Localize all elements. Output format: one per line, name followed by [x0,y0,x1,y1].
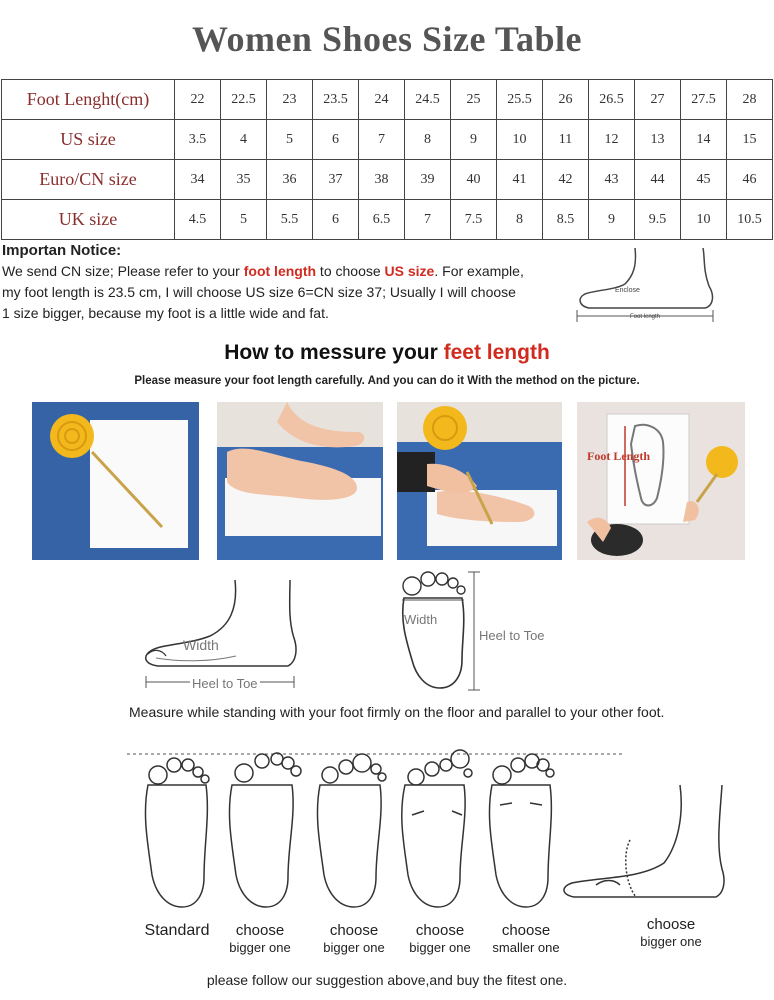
size-row [2,80,773,120]
fit-label-6: choose bigger one [640,916,702,949]
width-label-top: Width [404,612,438,627]
size-row-header: UK size [2,200,175,240]
size-cell: 39 [405,160,451,200]
size-cell: 10 [497,120,543,160]
size-row [2,160,773,200]
notice-line-1: We send CN size; Please refer to your foot length to choose US size. For example, [2,263,524,279]
size-cell: 27 [635,80,681,120]
size-cell: 12 [589,120,635,160]
size-cell: 4 [221,120,267,160]
size-cell: 22.5 [221,80,267,120]
size-cell: 3.5 [175,120,221,160]
size-cell: 8 [497,200,543,240]
size-cell: 7.5 [451,200,497,240]
size-cell: 24.5 [405,80,451,120]
size-cell: 6 [313,200,359,240]
size-cell: 5.5 [267,200,313,240]
notice-block [2,240,577,324]
size-cell: 34 [175,160,221,200]
size-cell: 15 [727,120,773,160]
size-cell: 4.5 [175,200,221,240]
size-cell: 10 [681,200,727,240]
size-cell: 8.5 [543,200,589,240]
notice-line-2: my foot length is 23.5 cm, I will choose US size 6=CN size 37; Usually I will choose [2,284,516,300]
foot-length-diagram [575,246,720,326]
size-cell: 6.5 [359,200,405,240]
photo-foot-on-paper [217,402,383,560]
photo-foot-length-paper [577,402,745,560]
size-cell: 42 [543,160,589,200]
size-row [2,120,773,160]
size-row-header: Foot Lenght(cm) [2,80,175,120]
fit-label-1: Standard [144,922,210,939]
fit-label-4: choose bigger one [409,922,471,955]
size-cell: 25.5 [497,80,543,120]
fit-label-5: choose smaller one [492,922,560,955]
size-cell: 11 [543,120,589,160]
footer-note: please follow our suggestion above,and buy the fitest one. [206,972,568,988]
size-cell: 9 [589,200,635,240]
size-cell: 7 [405,200,451,240]
size-row-header: Euro/CN size [2,160,175,200]
size-cell: 28 [727,80,773,120]
notice-title: Importan Notice: [2,242,122,259]
foot-length-photo-label: Foot Length [587,449,650,463]
size-cell: 25 [451,80,497,120]
photo-paper-pen [32,402,199,560]
size-cell: 8 [405,120,451,160]
size-cell: 41 [497,160,543,200]
size-cell: 10.5 [727,200,773,240]
size-cell: 9.5 [635,200,681,240]
notice-line-3: 1 size bigger, because my foot is a little wide and fat. [2,305,329,321]
size-cell: 26 [543,80,589,120]
measure-title: How to messure your feet length [224,341,550,364]
size-cell: 14 [681,120,727,160]
fit-guide-feet [0,745,774,915]
size-cell: 27.5 [681,80,727,120]
size-cell: 43 [589,160,635,200]
size-cell: 40 [451,160,497,200]
size-cell: 26.5 [589,80,635,120]
size-cell: 38 [359,160,405,200]
photo-tracing-foot [397,402,562,560]
measure-subtitle: Please measure your foot length carefully. And you can do it With the method on the picture. [134,375,640,387]
fit-label-2: choose bigger one [229,922,291,955]
size-table [1,79,773,240]
enclose-label: Enclose [615,287,640,294]
size-cell: 46 [727,160,773,200]
size-cell: 22 [175,80,221,120]
width-label: Width [183,637,219,653]
size-cell: 45 [681,160,727,200]
size-cell: 44 [635,160,681,200]
size-cell: 35 [221,160,267,200]
foot-length-label: Foot length [630,314,661,320]
size-cell: 5 [221,200,267,240]
measure-caption: Measure while standing with your foot firmly on the floor and parallel to your other foot. [129,704,665,720]
size-row-header: US size [2,120,175,160]
size-cell: 24 [359,80,405,120]
heel-to-toe-label: Heel to Toe [192,676,258,691]
page-title: Women Shoes Size Table [191,19,583,59]
fit-label-3: choose bigger one [323,922,385,955]
size-cell: 7 [359,120,405,160]
size-cell: 5 [267,120,313,160]
heel-to-toe-label-top: Heel to Toe [479,628,545,643]
size-cell: 13 [635,120,681,160]
size-cell: 37 [313,160,359,200]
size-cell: 6 [313,120,359,160]
size-row [2,200,773,240]
size-cell: 23.5 [313,80,359,120]
size-cell: 9 [451,120,497,160]
size-cell: 23 [267,80,313,120]
size-cell: 36 [267,160,313,200]
